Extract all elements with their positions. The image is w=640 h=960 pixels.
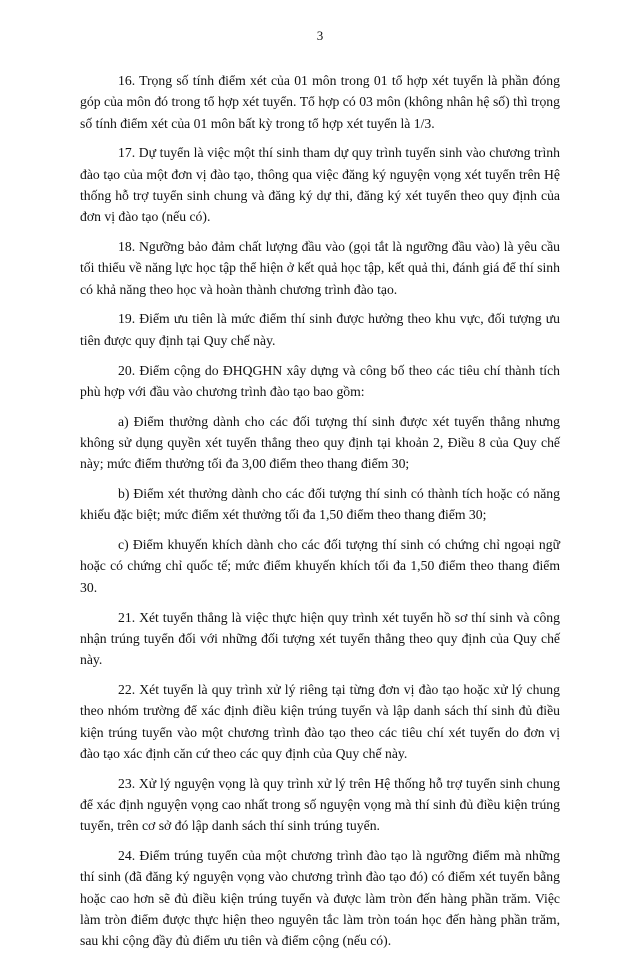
paragraph-23: 23. Xử lý nguyện vọng là quy trình xử lý trên Hệ thống hỗ trợ tuyển sinh chung để xác định nguyện vọng cao nhất trong số nguyện vọng mà thí sinh đủ điều kiện trúng tuyển, trên cơ sở đó lập danh sách thí sinh trúng tuyển. bbox=[80, 775, 560, 834]
paragraph-20: 20. Điểm cộng do ĐHQGHN xây dựng và công bố theo các tiêu chí thành tích phù hợp với đầu vào chương trình đào tạo bao gồm: bbox=[80, 362, 560, 399]
page-number: 3 bbox=[316, 28, 324, 43]
paragraph-18: 18. Ngưỡng bảo đảm chất lượng đầu vào (gọi tắt là ngưỡng đầu vào) là yêu cầu tối thiểu về năng lực học tập thể hiện ở kết quả học tập, kết quả thi, đánh giá để thí sinh có khả năng theo học và hoàn thành chương trình đào tạo. bbox=[80, 239, 560, 297]
paragraph-21: 21. Xét tuyển thẳng là việc thực hiện quy trình xét tuyển hồ sơ thí sinh và công nhận trúng tuyển đối với những đối tượng xét tuyển thẳng theo quy định của Quy chế này. bbox=[80, 609, 560, 668]
paragraph-17: 17. Dự tuyển là việc một thí sinh tham dự quy trình tuyển sinh vào chương trình đào tạo của một đơn vị đào tạo, thông qua việc đăng ký nguyện vọng xét tuyển trên Hệ thống hỗ trợ tuyển sinh chung và đăng ký dự thi, đăng ký xét tuyển theo quy định của đơn vị đào tạo (nếu có). bbox=[80, 145, 560, 225]
document-body bbox=[80, 70, 560, 960]
paragraph-20c: c) Điểm khuyến khích dành cho các đối tượng thí sinh có chứng chỉ ngoại ngữ hoặc có chứng chỉ quốc tế; mức điểm khuyến khích tối đa 1,50 điểm theo thang điểm 30. bbox=[80, 537, 560, 595]
paragraph-24: 24. Điểm trúng tuyển của một chương trình đào tạo là ngưỡng điểm mà những thí sinh (đã đăng ký nguyện vọng vào chương trình đào tạo đó) có điểm xét tuyển bằng hoặc cao hơn sẽ đủ điều kiện trúng tuyển và được làm tròn đến hàng phần trăm. Việc làm tròn điểm được thực hiện theo nguyên tắc làm tròn toán học đến hàng phần trăm, sau khi cộng đầy đủ điểm ưu tiên và điểm cộng (nếu có). bbox=[80, 848, 560, 949]
paragraph-16: 16. Trọng số tính điểm xét của 01 môn trong 01 tổ hợp xét tuyển là phần đóng góp của môn đó trong tổ hợp xét tuyển. Tổ hợp có 03 môn (không nhân hệ số) thì trọng số tính điểm xét của 01 môn bất kỳ trong tổ hợp xét tuyển là 1/3. bbox=[80, 73, 560, 131]
paragraph-20b: b) Điểm xét thưởng dành cho các đối tượng thí sinh có thành tích hoặc có năng khiếu đặc biệt; mức điểm xét thưởng tối đa 1,50 điểm theo thang điểm 30; bbox=[80, 486, 560, 523]
paragraph-22: 22. Xét tuyển là quy trình xử lý riêng tại từng đơn vị đào tạo hoặc xử lý chung theo nhóm trường để xác định điều kiện trúng tuyển và lập danh sách thí sinh đủ điều kiện trúng tuyển vào một chương trình đào tạo theo các tiêu chí xét tuyển do đơn vị đào tạo xác định căn cứ theo các quy định của Quy chế này. bbox=[80, 681, 560, 761]
paragraph-19: 19. Điểm ưu tiên là mức điểm thí sinh được hưởng theo khu vực, đối tượng ưu tiên được quy định tại Quy chế này. bbox=[80, 311, 560, 348]
paragraph-20a: a) Điểm thưởng dành cho các đối tượng thí sinh được xét tuyển thẳng nhưng không sử dụng quyền xét tuyển thẳng theo quy định tại khoản 2, Điều 8 của Quy chế này; mức điểm thưởng tối đa 3,00 điểm theo thang điểm 30; bbox=[80, 413, 560, 472]
